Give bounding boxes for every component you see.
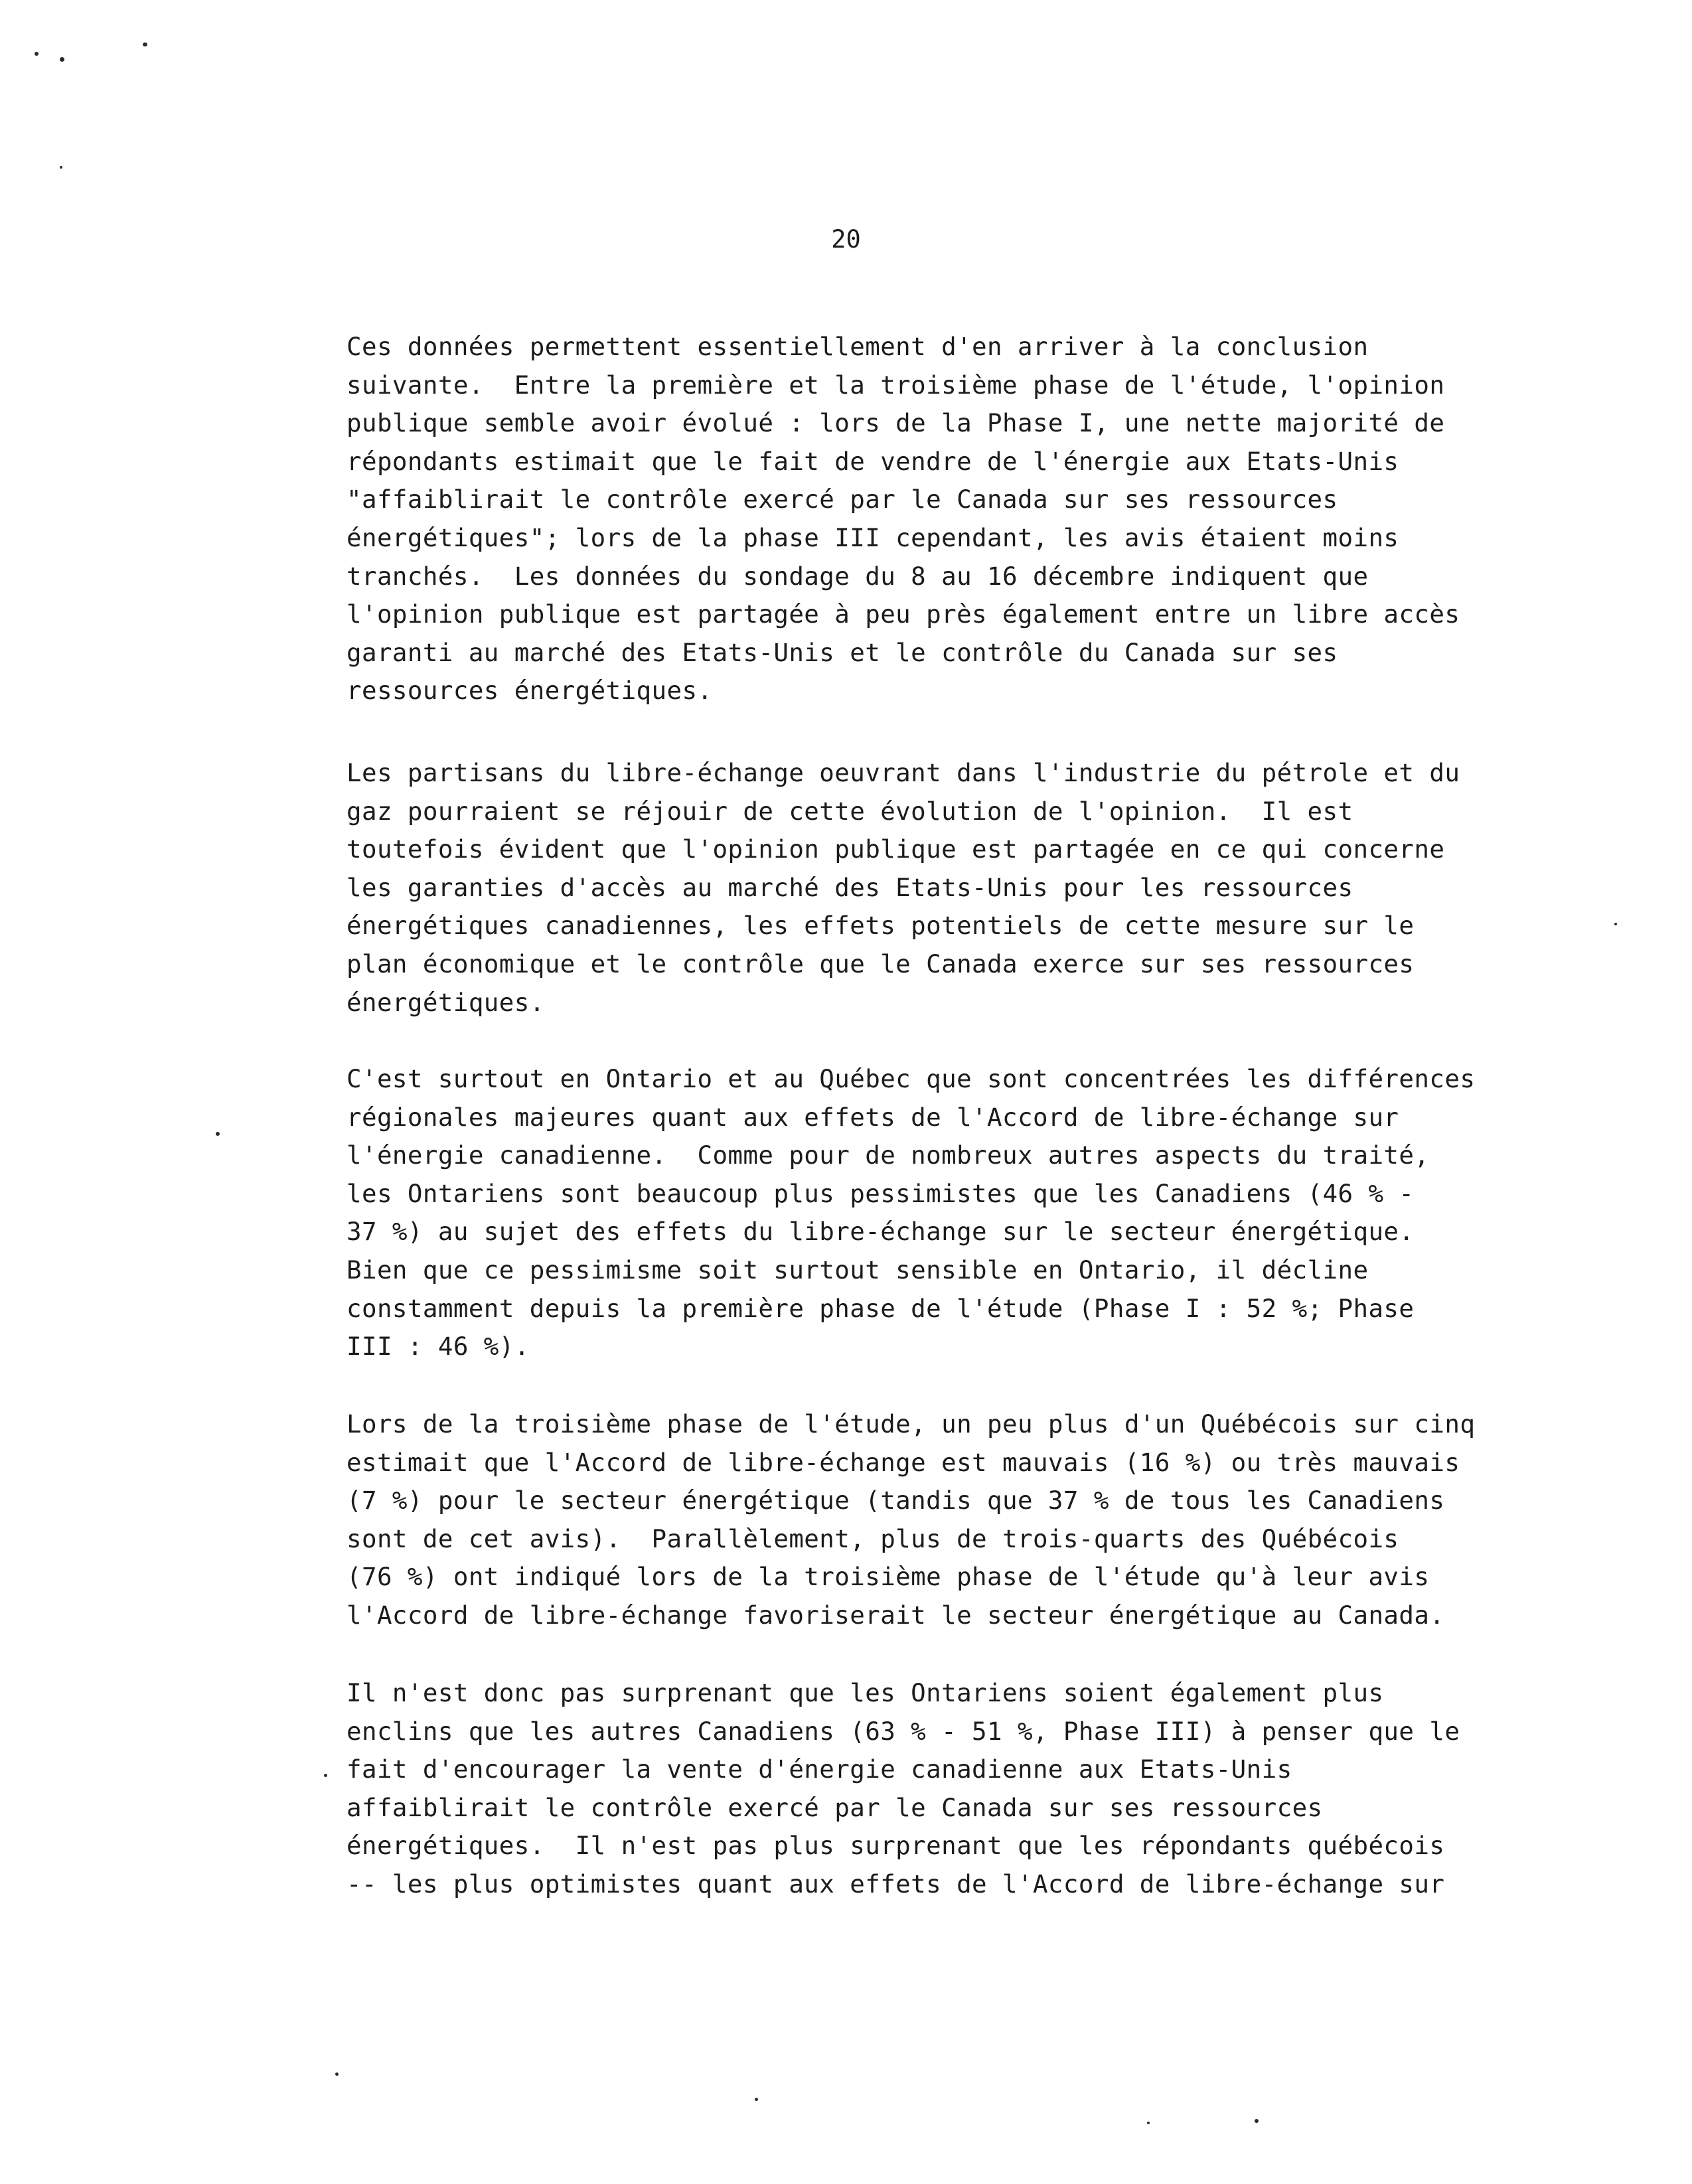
text-line: gaz pourraient se réjouir de cette évolution de l'opinion. Il est	[346, 796, 1353, 826]
text-line: Lors de la troisième phase de l'étude, un peu plus d'un Québécois sur cinq	[346, 1409, 1476, 1439]
text-line: Il n'est donc pas surprenant que les Ontariens soient également plus	[346, 1678, 1384, 1707]
text-line: les Ontariens sont beaucoup plus pessimistes que les Canadiens (46 % -	[346, 1178, 1415, 1208]
text-line: C'est surtout en Ontario et au Québec que sont concentrées les différences	[346, 1064, 1476, 1093]
scan-speck	[1255, 2119, 1259, 2123]
scan-speck	[35, 52, 38, 56]
scan-speck	[335, 2072, 339, 2076]
text-line: 37 %) au sujet des effets du libre-échange sur le secteur énergétique.	[346, 1217, 1415, 1247]
text-line: (76 %) ont indiqué lors de la troisième phase de l'étude qu'à leur avis	[346, 1562, 1430, 1592]
text-line: suivante. Entre la première et la troisième phase de l'étude, l'opinion	[346, 370, 1445, 400]
text-line: estimait que l'Accord de libre-échange est mauvais (16 %) ou très mauvais	[346, 1447, 1460, 1477]
text-line: énergétiques canadiennes, les effets potentiels de cette mesure sur le	[346, 911, 1415, 941]
text-line: publique semble avoir évolué : lors de la Phase I, une nette majorité de	[346, 408, 1445, 438]
text-line: énergétiques.	[346, 987, 545, 1017]
text-line: III : 46 %).	[346, 1332, 530, 1362]
text-line: l'énergie canadienne. Comme pour de nombreux autres aspects du traité,	[346, 1140, 1430, 1170]
text-line: -- les plus optimistes quant aux effets de l'Accord de libre-échange sur	[346, 1869, 1445, 1899]
scan-speck	[1147, 2122, 1150, 2124]
page-number: 20	[831, 225, 861, 254]
text-line: fait d'encourager la vente d'énergie canadienne aux Etats-Unis	[346, 1755, 1292, 1784]
text-line: tranchés. Les données du sondage du 8 au 16 décembre indiquent que	[346, 561, 1369, 591]
text-line: constamment depuis la première phase de l'étude (Phase I : 52 %; Phase	[346, 1293, 1415, 1323]
text-line: Bien que ce pessimisme soit surtout sensible en Ontario, il décline	[346, 1255, 1369, 1285]
paragraph-1	[346, 328, 1515, 710]
text-line: Ces données permettent essentiellement d'en arriver à la conclusion	[346, 332, 1369, 361]
scan-speck	[216, 1132, 220, 1136]
text-line: enclins que les autres Canadiens (63 % - 51 %, Phase III) à penser que le	[346, 1716, 1460, 1746]
text-line: régionales majeures quant aux effets de l'Accord de libre-échange sur	[346, 1102, 1399, 1132]
text-line: Les partisans du libre-échange oeuvrant dans l'industrie du pétrole et du	[346, 758, 1460, 787]
paragraph-4	[346, 1405, 1515, 1635]
text-line: l'opinion publique est partagée à peu près également entre un libre accès	[346, 599, 1460, 629]
text-line: affaiblirait le contrôle exercé par le Canada sur ses ressources	[346, 1792, 1323, 1822]
scan-speck	[60, 166, 62, 169]
text-line: ressources énergétiques.	[346, 676, 713, 706]
scan-speck	[755, 2098, 758, 2101]
text-line: répondants estimait que le fait de vendre de l'énergie aux Etats-Unis	[346, 446, 1399, 476]
text-line: toutefois évident que l'opinion publique est partagée en ce qui concerne	[346, 834, 1445, 864]
text-line: (7 %) pour le secteur énergétique (tandis que 37 % de tous les Canadiens	[346, 1486, 1445, 1516]
scan-speck	[143, 42, 147, 46]
text-line: plan économique et le contrôle que le Canada exerce sur ses ressources	[346, 949, 1415, 978]
text-line: l'Accord de libre-échange favoriserait le secteur énergétique au Canada.	[346, 1600, 1445, 1630]
scan-speck	[324, 1774, 327, 1777]
paragraph-5	[346, 1674, 1515, 1904]
text-line: sont de cet avis). Parallèlement, plus de trois-quarts des Québécois	[346, 1523, 1399, 1553]
text-line: les garanties d'accès au marché des Etats-Unis pour les ressources	[346, 872, 1353, 902]
paragraph-3	[346, 1060, 1515, 1366]
text-line: énergétiques"; lors de la phase III cependant, les avis étaient moins	[346, 522, 1399, 552]
paragraph-2	[346, 754, 1515, 1022]
text-line: "affaiblirait le contrôle exercé par le Canada sur ses ressources	[346, 485, 1338, 514]
text-line: énergétiques. Il n'est pas plus surprenant que les répondants québécois	[346, 1831, 1445, 1861]
text-line: garanti au marché des Etats-Unis et le contrôle du Canada sur ses	[346, 637, 1338, 667]
scan-speck	[60, 57, 64, 62]
scan-speck	[1614, 923, 1617, 925]
